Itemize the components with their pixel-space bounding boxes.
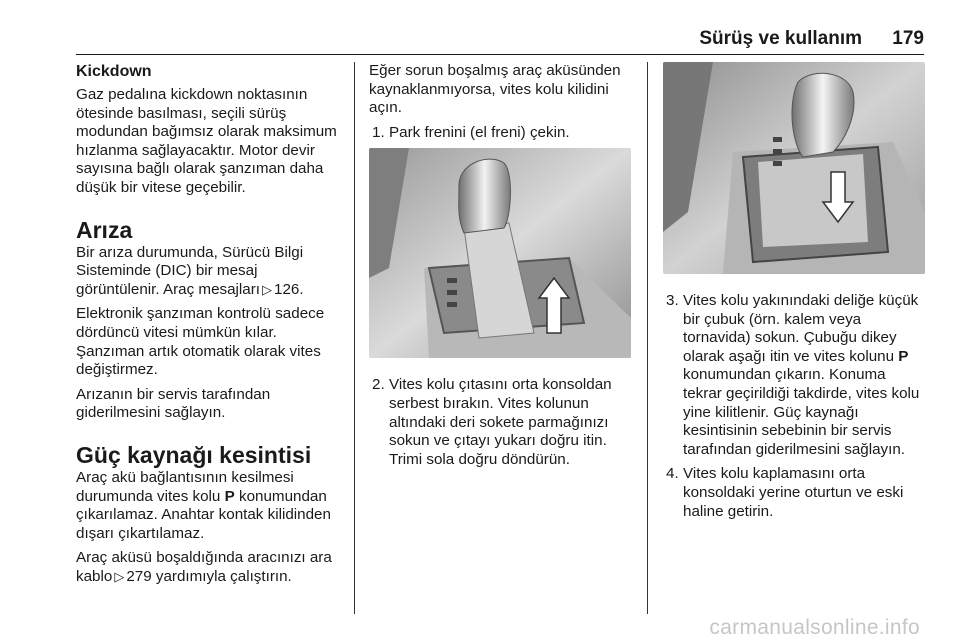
step-3: 3. Vites kolu yakınındaki deliğe küçük bir çubuk (örn. kalem veya tornavida) sokun. Çubuğu dikey olarak aşağı itin ve vites kolunu P konumundan çıkarın. Konuma tekrar geçirildiği takdirde, vites kolu yine kilitlenir. Güç kaynağı kesintisinin sebebinin bir servis tarafından giderilmesini sağlayın. — [666, 292, 920, 458]
ariza-paragraph-1: Bir arıza durumunda, Sürücü Bilgi Sisteminde (DIC) bir mesaj görüntülenir. Araç mesajları ▷ 126. — [76, 243, 304, 298]
page-reference[interactable]: 126 — [274, 280, 300, 298]
column-divider — [354, 62, 355, 614]
guc-paragraph-2: Araç aküsü boşaldığında aracınızı ara kablo ▷ 279 yardımıyla çalıştırın. — [76, 549, 332, 585]
column-divider — [647, 62, 648, 614]
page-number: 179 — [892, 28, 924, 49]
column-left — [76, 62, 342, 586]
step-4: 4. Vites kolu kaplamasını orta konsoldaki yerine oturtun ve eski haline getirin. — [666, 465, 904, 520]
kickdown-text: Gaz pedalına kickdown noktasının ötesinde basılması, seçili sürüş modundan bağımsız olarak maksimum hızlanma sağlayacaktır. Motor devir sayısına bağlı olarak şanzıman daha düşük bir vitese geçebilir. — [76, 86, 337, 196]
column-middle — [369, 62, 631, 469]
step-1: 1. Park frenini (el freni) çekin. — [372, 123, 570, 141]
gear-lever-release-photo — [663, 62, 925, 274]
gear-selector-photo — [369, 148, 631, 358]
ariza-heading: Arıza — [76, 216, 133, 243]
section-title: Sürüş ve kullanım — [699, 28, 862, 49]
page-reference-icon: ▷ — [262, 281, 273, 297]
page-header — [76, 28, 924, 55]
column-right — [663, 62, 925, 521]
unlock-intro: Eğer sorun boşalmış araç aküsünden kaynaklanmıyorsa, vites kolu kilidini açın. — [369, 62, 621, 117]
ariza-paragraph-2: Elektronik şanzıman kontrolü sadece dördüncü vitesi mümkün kılar. Şanzıman artık otomatik olarak vites değiştirmez. — [76, 305, 325, 379]
ariza-paragraph-3: Arızanın bir servis tarafından giderilmesini sağlayın. — [76, 385, 271, 422]
guc-paragraph-1: Araç akü bağlantısının kesilmesi durumunda vites kolu P konumundan çıkarılamaz. Anahtar kontak kilidinden dışarı çıkartılamaz. — [76, 468, 331, 542]
page-reference[interactable]: 279 — [126, 567, 152, 585]
kickdown-heading: Kickdown — [76, 63, 152, 80]
page-reference-icon: ▷ — [114, 568, 125, 584]
step-2: 2. Vites kolu çıtasını orta konsoldan serbest bırakın. Vites kolunun altındaki deri sokete parmağınızı sokun ve çıtayı yukarı doğru itin. Trimi sola doğru döndürün. — [372, 376, 612, 468]
guc-heading: Güç kaynağı kesintisi — [76, 441, 312, 468]
watermark: carmanualsonline.info — [709, 616, 920, 639]
